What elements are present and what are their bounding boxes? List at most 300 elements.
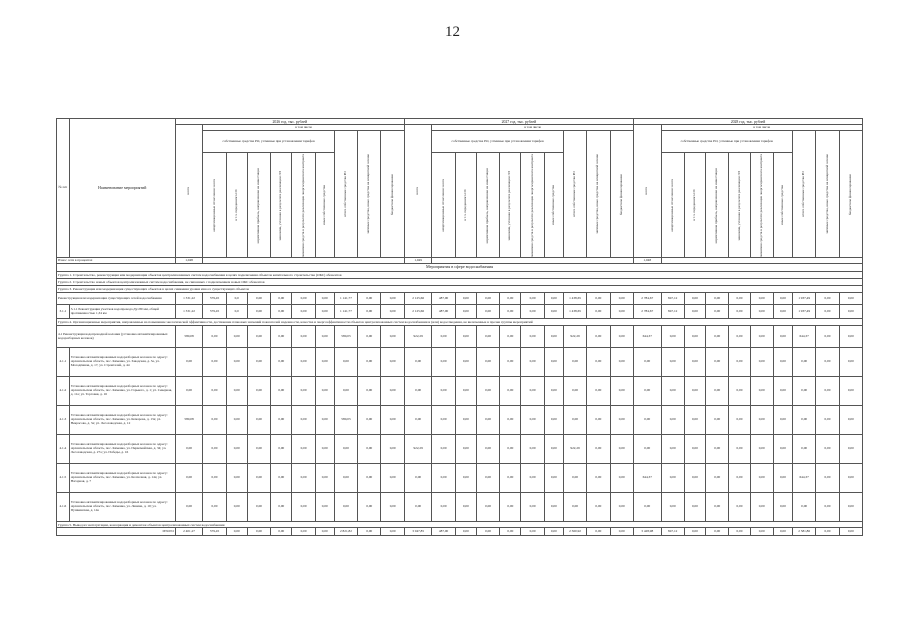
value-cell: 0,00 <box>521 326 544 348</box>
col-saved-header <box>521 153 544 258</box>
header-label: всего <box>644 187 649 196</box>
value-cell: 0,00 <box>315 348 334 377</box>
value-cell: 0,00 <box>521 406 544 435</box>
value-cell: 0,00 <box>334 377 357 406</box>
value-cell: 0,00 <box>610 493 633 522</box>
total-value: 0,00 <box>839 528 862 536</box>
value-cell: 0,00 <box>544 493 563 522</box>
value-cell: 580,08 <box>175 326 203 348</box>
group-title: Группа 2. Строительство новых объектов централизованных систем водоснабжения, не связанных с подключением новых ОКС абонентов <box>57 279 863 286</box>
value-cell: 0,00 <box>226 464 247 493</box>
header-label: в т.ч. переданного ОС <box>691 189 696 222</box>
value-cell: 0,00 <box>544 464 563 493</box>
value-cell: 0,00 <box>358 464 381 493</box>
value-cell: 0,00 <box>203 464 226 493</box>
measure-number: 4.1.6 <box>57 493 70 522</box>
value-cell: 644,37 <box>792 464 815 493</box>
total-value: 487,00 <box>432 528 455 536</box>
col-name-header: Наименование мероприятий <box>69 119 175 258</box>
value-cell: 0,00 <box>315 464 334 493</box>
value-cell: 0,00 <box>358 493 381 522</box>
value-cell: 0,00 <box>661 435 684 464</box>
table-row <box>57 493 863 522</box>
page-number: 12 <box>445 24 460 40</box>
value-cell: 0,00 <box>476 348 499 377</box>
value-cell: 0,00 <box>610 435 633 464</box>
header-label: амортизационные отчисления: всего <box>440 178 445 232</box>
col-other-own-header <box>773 153 792 258</box>
value-cell: 0,00 <box>315 493 334 522</box>
value-cell: 0,00 <box>610 348 633 377</box>
value-cell: 0,00 <box>544 348 563 377</box>
value-cell: 0,00 <box>476 435 499 464</box>
table-row <box>57 348 863 377</box>
value-cell: 847,12 <box>661 293 684 305</box>
value-cell: 0,00 <box>292 293 315 305</box>
col-econ-header <box>500 153 521 258</box>
value-cell: 0,00 <box>544 326 563 348</box>
value-cell: 0,00 <box>175 435 203 464</box>
value-cell: 0,00 <box>633 406 661 435</box>
total-value: 0,00 <box>226 528 247 536</box>
value-cell: 2 125,66 <box>404 305 432 319</box>
value-cell: 0,00 <box>271 406 292 435</box>
in-which-header: в том числе <box>203 125 405 131</box>
col-profit-header <box>706 153 729 258</box>
value-cell: 0,00 <box>587 305 610 319</box>
col-amort-header <box>661 153 684 258</box>
header-label: итого собственные средства РО <box>343 171 347 218</box>
value-cell: 0,00 <box>381 464 404 493</box>
value-cell: 0,00 <box>476 293 499 305</box>
value-cell: 487,00 <box>432 305 455 319</box>
value-cell: 0,00 <box>706 348 729 377</box>
header-label: нормативная прибыль, направленная на инвестиции <box>485 167 490 243</box>
header-label: в т.ч. переданного ОС <box>462 189 467 222</box>
value-cell: 0,00 <box>839 406 862 435</box>
value-cell: 0,00 <box>773 326 792 348</box>
total-value: 0,00 <box>816 528 839 536</box>
value-cell: 0,00 <box>544 377 563 406</box>
value-cell: 0,00 <box>706 435 729 464</box>
value-cell: 0,00 <box>521 377 544 406</box>
value-cell: 644,37 <box>633 326 661 348</box>
value-cell: 0,00 <box>358 348 381 377</box>
value-cell: 0,00 <box>729 305 750 319</box>
value-cell: 0,00 <box>226 493 247 522</box>
header-label: нормативная прибыль, направленная на инвестиции <box>256 167 261 243</box>
value-cell: 922,29 <box>563 435 586 464</box>
group-row <box>57 272 863 279</box>
total-value: 0,00 <box>292 528 315 536</box>
value-cell: 0,00 <box>358 305 381 319</box>
col-own-total-header <box>563 131 586 258</box>
value-cell: 0,00 <box>816 293 839 305</box>
col-econ-header <box>729 153 750 258</box>
value-cell: 0,00 <box>247 348 270 377</box>
header-label: итого собственные средства РО <box>801 171 806 218</box>
col-rent-header <box>455 153 476 258</box>
value-cell: 0,00 <box>315 305 334 319</box>
header-label: в т.ч. переданного ОС <box>233 189 238 222</box>
value-cell: 0,00 <box>404 406 432 435</box>
value-cell: 0,00 <box>521 293 544 305</box>
header-label: заёмные средства, иные средства на возвратной основе <box>366 154 371 235</box>
value-cell: 0,00 <box>816 326 839 348</box>
value-cell: 0,00 <box>839 493 862 522</box>
value-cell: 0,00 <box>816 377 839 406</box>
value-cell: 0,00 <box>661 326 684 348</box>
value-cell: 0,00 <box>816 493 839 522</box>
total-value: 0,00 <box>455 528 476 536</box>
value-cell: 0,00 <box>706 293 729 305</box>
value-cell: 0,00 <box>432 435 455 464</box>
value-cell: 1 141,77 <box>334 293 357 305</box>
value-cell: 0,00 <box>684 348 705 377</box>
value-cell: 0,00 <box>334 493 357 522</box>
total-value: 0,00 <box>271 528 292 536</box>
value-cell: 0,00 <box>729 493 750 522</box>
value-cell: 0,00 <box>271 435 292 464</box>
value-cell: 0,00 <box>358 326 381 348</box>
value-cell: 0,00 <box>773 305 792 319</box>
col-other-own-header <box>544 153 563 258</box>
value-cell: 644,37 <box>633 464 661 493</box>
value-cell: 0,00 <box>315 377 334 406</box>
col-borrowed-header <box>587 131 610 258</box>
value-cell: 0,00 <box>292 305 315 319</box>
value-cell: 0,00 <box>839 293 862 305</box>
value-cell: 2 784,67 <box>633 293 661 305</box>
header-label: экономия, учтенная в результате реализации ЭЭ <box>507 170 512 241</box>
header-label: всего <box>186 187 191 196</box>
value-cell: 0,00 <box>455 435 476 464</box>
measure-name: Установка автоматизированных водоразборных колонок по адресу: Архангельская область, пос. Каменка, ул. Заводская, д. 3а, ул. Молодёжная, д. 17, ул. Строителей, д. 44 <box>69 348 175 377</box>
value-cell: 0,00 <box>816 435 839 464</box>
value-cell: 0,00 <box>500 326 521 348</box>
total-value: 2 581,86 <box>792 528 815 536</box>
value-cell: 0,00 <box>839 326 862 348</box>
value-cell: 0,00 <box>247 377 270 406</box>
value-cell: 0,00 <box>633 377 661 406</box>
section-row <box>57 264 863 272</box>
value-cell: 0,00 <box>706 326 729 348</box>
total-value: 847,12 <box>661 528 684 536</box>
measure-number: 4.1.1 <box>57 348 70 377</box>
value-cell: 0,00 <box>750 305 773 319</box>
header-label: экономия, учтенная в результате реализации ЭЭ <box>278 170 283 241</box>
value-cell: 0,00 <box>729 464 750 493</box>
value-cell: 0,00 <box>773 377 792 406</box>
col-own-total-header <box>792 131 815 258</box>
value-cell: 0,0 <box>226 293 247 305</box>
value-cell: 0,00 <box>773 293 792 305</box>
wear-label: Износ сети в процентах <box>57 258 176 264</box>
total-value: 2 401,27 <box>175 528 203 536</box>
value-cell: 0,00 <box>292 435 315 464</box>
total-value: 0,00 <box>773 528 792 536</box>
group-row <box>57 279 863 286</box>
own-funds-header: собственные средства РО, учтенные при установлении тарифов <box>661 131 792 153</box>
measure-name: Установка автоматизированных водоразборных колонок по адресу: Архангельская область, пос. Каменка, ул. Ленина, д. 10; ул. Пушкинская, д. 14а <box>69 493 175 522</box>
wear-value: 1,049 <box>404 258 432 264</box>
table-row <box>57 435 863 464</box>
value-cell: 0,00 <box>792 406 815 435</box>
value-cell: 0,00 <box>587 377 610 406</box>
header-label: экономия средств в результате реализации энергосервисного контракта <box>529 153 534 257</box>
value-cell: 0,00 <box>226 406 247 435</box>
value-cell: 0,00 <box>455 493 476 522</box>
value-cell: 0,00 <box>587 435 610 464</box>
value-cell: 1 438,65 <box>563 293 586 305</box>
total-value: 0,00 <box>521 528 544 536</box>
col-borrowed-header <box>358 131 381 258</box>
value-cell: 0,00 <box>500 464 521 493</box>
value-cell: 0,00 <box>455 348 476 377</box>
value-cell: 0,00 <box>816 406 839 435</box>
value-cell: 0,00 <box>500 305 521 319</box>
total-value: 0,00 <box>358 528 381 536</box>
value-cell: 0,00 <box>706 377 729 406</box>
col-total-header <box>633 125 661 258</box>
header-label: всего <box>415 187 420 196</box>
value-cell: 0,00 <box>750 326 773 348</box>
total-value: 2 360,92 <box>563 528 586 536</box>
value-cell: 0,00 <box>315 406 334 435</box>
value-cell: 0,00 <box>750 293 773 305</box>
value-cell: 0,00 <box>521 464 544 493</box>
value-cell: 0,00 <box>684 406 705 435</box>
measure-name: 4.1 Реконструкция водопроводной колонки (установка автоматизированных водоразборных колонок) <box>57 326 176 348</box>
value-cell: 0,00 <box>203 348 226 377</box>
col-borrowed-header <box>816 131 839 258</box>
value-cell: 0,00 <box>358 435 381 464</box>
header-label: заёмные средства, иные средства на возвратной основе <box>595 154 600 235</box>
value-cell: 580,03 <box>334 326 357 348</box>
col-profit-header <box>476 153 499 258</box>
col-number-header: № п/п <box>57 119 70 258</box>
value-cell: 0,00 <box>684 305 705 319</box>
value-cell: 579,45 <box>203 293 226 305</box>
value-cell: 0,00 <box>816 305 839 319</box>
value-cell: 922,29 <box>404 326 432 348</box>
value-cell: 0,00 <box>610 326 633 348</box>
value-cell: 0,00 <box>706 305 729 319</box>
value-cell: 0,00 <box>587 464 610 493</box>
value-cell: 0,00 <box>432 464 455 493</box>
value-cell: 1 438,65 <box>563 305 586 319</box>
value-cell: 0,00 <box>432 326 455 348</box>
total-value: 0,00 <box>381 528 404 536</box>
value-cell: 0,00 <box>358 406 381 435</box>
total-value: 0,00 <box>500 528 521 536</box>
value-cell: 0,00 <box>404 377 432 406</box>
value-cell: 0,00 <box>292 377 315 406</box>
measure-name: Установка автоматизированных водоразборных колонок по адресу: Архангельская область, пос. Каменка, ул. Горького, д. 1; ул. Северная, д. 11а; ул. Торговая, д. 16 <box>69 377 175 406</box>
investment-program-table <box>56 118 863 536</box>
value-cell: 0,00 <box>839 348 862 377</box>
header-label: амортизационные отчисления: всего <box>211 178 216 232</box>
value-cell: 0,00 <box>729 406 750 435</box>
col-total-header <box>404 125 432 258</box>
total-value: 0,00 <box>610 528 633 536</box>
value-cell: 0,00 <box>271 293 292 305</box>
total-value: 0,00 <box>684 528 705 536</box>
value-cell: 847,12 <box>661 305 684 319</box>
in-which-header: в том числе <box>661 125 863 131</box>
total-value: 579,45 <box>203 528 226 536</box>
value-cell: 0,00 <box>544 305 563 319</box>
value-cell: 0,00 <box>226 377 247 406</box>
value-cell: 0,00 <box>587 293 610 305</box>
value-cell: 0,00 <box>633 493 661 522</box>
col-budget-header <box>610 131 633 258</box>
total-value: 3 428,98 <box>633 528 661 536</box>
col-amort-header <box>203 153 226 258</box>
value-cell: 0,00 <box>381 377 404 406</box>
value-cell: 0,00 <box>476 377 499 406</box>
value-cell: 0,00 <box>684 293 705 305</box>
value-cell: 1 331,22 <box>175 293 203 305</box>
value-cell: 0,00 <box>839 377 862 406</box>
value-cell: 0,00 <box>587 348 610 377</box>
value-cell: 0,00 <box>773 406 792 435</box>
value-cell: 0,00 <box>816 348 839 377</box>
measure-number: 4.1.4 <box>57 435 70 464</box>
value-cell: 922,29 <box>563 326 586 348</box>
header-label: итого собственные средства РО <box>572 171 577 218</box>
value-cell: 0,00 <box>455 293 476 305</box>
value-cell: 0,00 <box>500 493 521 522</box>
value-cell: 0,00 <box>610 293 633 305</box>
group-row <box>57 286 863 293</box>
value-cell: 0,0 <box>226 305 247 319</box>
value-cell: 0,00 <box>381 435 404 464</box>
wear-value: 1,048 <box>633 258 661 264</box>
measure-number: 4.1.5 <box>57 464 70 493</box>
measure-name: 3.1.1 Реконструкция участков водопровода Ду=80 мм, общей протяженностью 1,34 км <box>69 305 175 319</box>
value-cell: 0,00 <box>661 377 684 406</box>
value-cell: 0,00 <box>432 348 455 377</box>
value-cell: 0,00 <box>247 493 270 522</box>
header-label: экономия средств в результате реализации энергосервисного контракта <box>758 153 763 257</box>
value-cell: 0,00 <box>500 348 521 377</box>
value-cell: 0,00 <box>203 326 226 348</box>
value-cell: 0,00 <box>587 406 610 435</box>
value-cell: 0,00 <box>271 348 292 377</box>
value-cell: 0,00 <box>773 493 792 522</box>
value-cell: 0,00 <box>750 464 773 493</box>
value-cell: 0,00 <box>381 493 404 522</box>
value-cell: 0,00 <box>544 435 563 464</box>
value-cell: 0,00 <box>684 464 705 493</box>
value-cell: 0,00 <box>358 293 381 305</box>
value-cell: 0,00 <box>610 464 633 493</box>
value-cell: 0,00 <box>315 293 334 305</box>
value-cell: 0,00 <box>792 493 815 522</box>
table-row <box>57 377 863 406</box>
value-cell: 0,00 <box>661 348 684 377</box>
col-own-total-header <box>334 131 357 258</box>
value-cell: 0,00 <box>247 326 270 348</box>
group-title: Группа 5. Вывод из эксплуатации, консервация и демонтаж объектов централизованных систем водоснабжения <box>57 522 863 528</box>
value-cell: 0,00 <box>729 435 750 464</box>
value-cell: 580,08 <box>175 406 203 435</box>
value-cell: 0,00 <box>455 377 476 406</box>
value-cell: 0,00 <box>203 435 226 464</box>
value-cell: 0,00 <box>500 435 521 464</box>
col-total-header <box>175 125 203 258</box>
col-rent-header <box>226 153 247 258</box>
value-cell: 2 125,66 <box>404 293 432 305</box>
in-which-header: в том числе <box>432 125 634 131</box>
value-cell: 0,00 <box>684 377 705 406</box>
value-cell: 0,00 <box>706 406 729 435</box>
value-cell: 0,00 <box>563 406 586 435</box>
col-profit-header <box>247 153 270 258</box>
own-funds-header: собственные средства РО, учтенные при установлении тарифов <box>432 131 563 153</box>
value-cell: 0,00 <box>792 435 815 464</box>
value-cell: 0,00 <box>203 377 226 406</box>
col-saved-header <box>750 153 773 258</box>
value-cell: 0,00 <box>432 493 455 522</box>
own-funds-header: собственные средства РО, учтенные при установлении тарифов <box>203 131 334 153</box>
value-cell: 0,00 <box>381 406 404 435</box>
value-cell: 1 937,49 <box>792 293 815 305</box>
value-cell: 0,00 <box>455 305 476 319</box>
value-cell: 0,00 <box>455 464 476 493</box>
value-cell: 0,00 <box>271 493 292 522</box>
value-cell: 0,00 <box>476 464 499 493</box>
value-cell: 0,00 <box>247 305 270 319</box>
total-value: 3 047,85 <box>404 528 432 536</box>
value-cell: 0,00 <box>633 435 661 464</box>
value-cell: 0,00 <box>226 348 247 377</box>
value-cell: 0,00 <box>773 348 792 377</box>
total-value: 2 821,82 <box>334 528 357 536</box>
table-row <box>57 293 863 305</box>
measure-name: Установка автоматизированных водоразборных колонок по адресу: Архангельская область, пос. Каменка, ул. Первомайская, д. 34; ул. Лесозаводская, д. 27а; ул. Победы, д. 16 <box>69 435 175 464</box>
header-label: бюджетное финансирование <box>618 173 623 215</box>
value-cell: 0,00 <box>292 464 315 493</box>
value-cell: 0,00 <box>404 464 432 493</box>
value-cell: 0,00 <box>661 406 684 435</box>
measure-name: Установка автоматизированных водоразборных колонок по адресу: Архангельская область, пос. Каменка, ул. Колхозная, д. 14а; ул. Нагорная, д. 7 <box>69 464 175 493</box>
value-cell: 0,00 <box>381 348 404 377</box>
header-label: нормативная прибыль, направленная на инвестиции <box>714 167 719 243</box>
wear-value: 1,048 <box>175 258 203 264</box>
value-cell: 0,00 <box>792 348 815 377</box>
value-cell: 0,00 <box>476 305 499 319</box>
table-row <box>57 464 863 493</box>
value-cell: 0,00 <box>729 348 750 377</box>
value-cell: 0,00 <box>839 435 862 464</box>
header-label: иные собственные средства <box>550 185 555 226</box>
measure-name: Реконструкция или модернизация существующих сетей водоснабжения <box>57 293 176 305</box>
value-cell: 0,00 <box>476 406 499 435</box>
value-cell: 0,00 <box>476 326 499 348</box>
value-cell: 0,00 <box>404 348 432 377</box>
value-cell: 0,00 <box>792 377 815 406</box>
value-cell: 644,37 <box>792 326 815 348</box>
value-cell: 0,00 <box>684 326 705 348</box>
total-row <box>57 528 863 536</box>
year-header: 2027 год, тыс. рублей <box>404 119 633 125</box>
total-value: 0,00 <box>247 528 270 536</box>
value-cell: 0,00 <box>500 377 521 406</box>
value-cell: 0,00 <box>381 326 404 348</box>
value-cell: 0,00 <box>455 406 476 435</box>
